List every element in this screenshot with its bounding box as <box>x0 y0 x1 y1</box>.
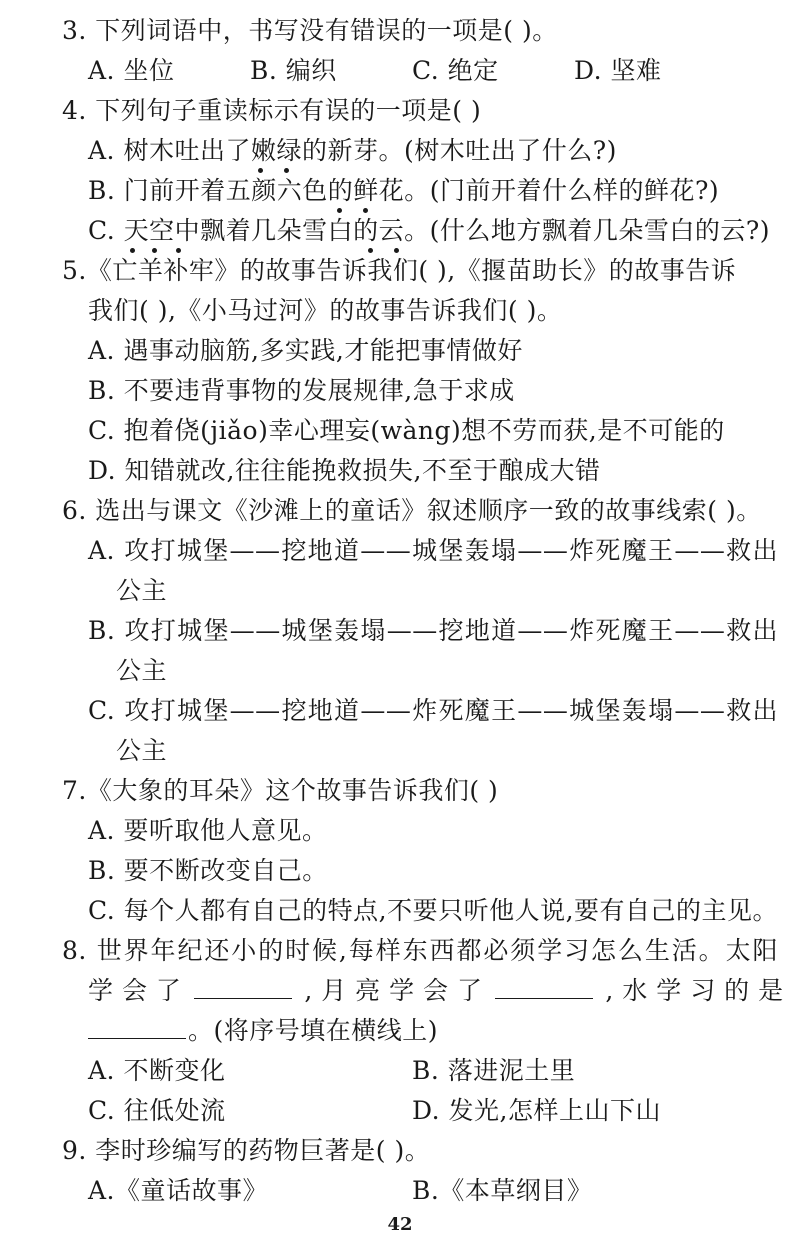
q4-option-a: A. 树木吐出了嫩绿的新芽。(树木吐出了什么?) <box>88 136 617 165</box>
q3-stem: 3. 下列词语中，书写没有错误的一项是( )。 <box>62 16 558 45</box>
q5-stem-line2: 我们( ),《小马过河》的故事告诉我们( )。 <box>88 296 563 325</box>
q6-option-b-cont: 公主 <box>116 656 168 685</box>
q9-option-a: A.《童话故事》 <box>88 1176 269 1205</box>
q4-option-c: C. 天空中飘着几朵雪白的云。(什么地方飘着几朵雪白的云?) <box>88 216 771 245</box>
q7-option-b: B. 要不断改变自己。 <box>88 856 328 885</box>
q3-option-a: A. 坐位 <box>88 56 175 85</box>
q8-text-moon: , 月 亮 学 会 了 <box>304 976 483 1005</box>
q7-option-a: A. 要听取他人意见。 <box>88 816 328 845</box>
q8-stem-line1: 8. 世界年纪还小的时候,每样东西都必须学习怎么生活。太阳 <box>62 936 778 965</box>
q8-instruction: 。(将序号填在横线上) <box>188 1016 439 1045</box>
q6-option-c: C. 攻打城堡——挖地道——炸死魔王——城堡轰塌——救出 <box>88 696 778 725</box>
q3-option-b: B. 编织 <box>250 56 337 85</box>
q8-text-sun: 学 会 了 <box>88 976 182 1005</box>
q5-option-c: C. 抱着侥(jiǎo)幸心理妄(wàng)想不劳而获,是不可能的 <box>88 416 725 445</box>
q5-stem-line1: 5.《亡羊补牢》的故事告诉我们( ),《揠苗助长》的故事告诉 <box>62 256 737 285</box>
q6-option-b: B. 攻打城堡——城堡轰塌——挖地道——炸死魔王——救出 <box>88 616 778 645</box>
q6-option-a: A. 攻打城堡——挖地道——城堡轰塌——炸死魔王——救出 <box>88 536 778 565</box>
q7-option-c: C. 每个人都有自己的特点,不要只听他人说,要有自己的主见。 <box>88 896 779 925</box>
q9-option-b: B.《本草纲目》 <box>412 1176 593 1205</box>
q4-stem: 4. 下列句子重读标示有误的一项是( ) <box>62 96 482 125</box>
page-number: 42 <box>387 1214 413 1235</box>
q8-blank-moon[interactable] <box>495 976 593 999</box>
q7-stem: 7.《大象的耳朵》这个故事告诉我们( ) <box>62 776 499 805</box>
q3-option-c: C. 绝定 <box>412 56 499 85</box>
q8-blank-sun[interactable] <box>194 976 292 999</box>
q8-option-a: A. 不断变化 <box>88 1056 226 1085</box>
q8-stem-line2 <box>88 976 784 1006</box>
q5-option-a: A. 遇事动脑筋,多实践,才能把事情做好 <box>88 336 523 365</box>
q8-option-c: C. 往低处流 <box>88 1096 226 1125</box>
q8-option-b: B. 落进泥土里 <box>412 1056 576 1085</box>
q6-stem: 6. 选出与课文《沙滩上的童话》叙述顺序一致的故事线索( )。 <box>62 496 762 525</box>
q6-option-c-cont: 公主 <box>116 736 168 765</box>
q3-option-d: D. 坚难 <box>574 56 662 85</box>
q8-blank-water[interactable] <box>88 1016 186 1039</box>
q4-option-b: B. 门前开着五颜六色的鲜花。(门前开着什么样的鲜花?) <box>88 176 720 205</box>
q5-option-b: B. 不要违背事物的发展规律,急于求成 <box>88 376 515 405</box>
q8-option-d: D. 发光,怎样上山下山 <box>412 1096 661 1125</box>
q5-option-d: D. 知错就改,往往能挽救损失,不至于酿成大错 <box>88 456 601 485</box>
q6-option-a-cont: 公主 <box>116 576 168 605</box>
q9-stem: 9. 李时珍编写的药物巨著是( )。 <box>62 1136 431 1165</box>
q8-stem-line3 <box>88 1016 438 1046</box>
q8-text-water: , 水 学 习 的 是 <box>605 976 784 1005</box>
